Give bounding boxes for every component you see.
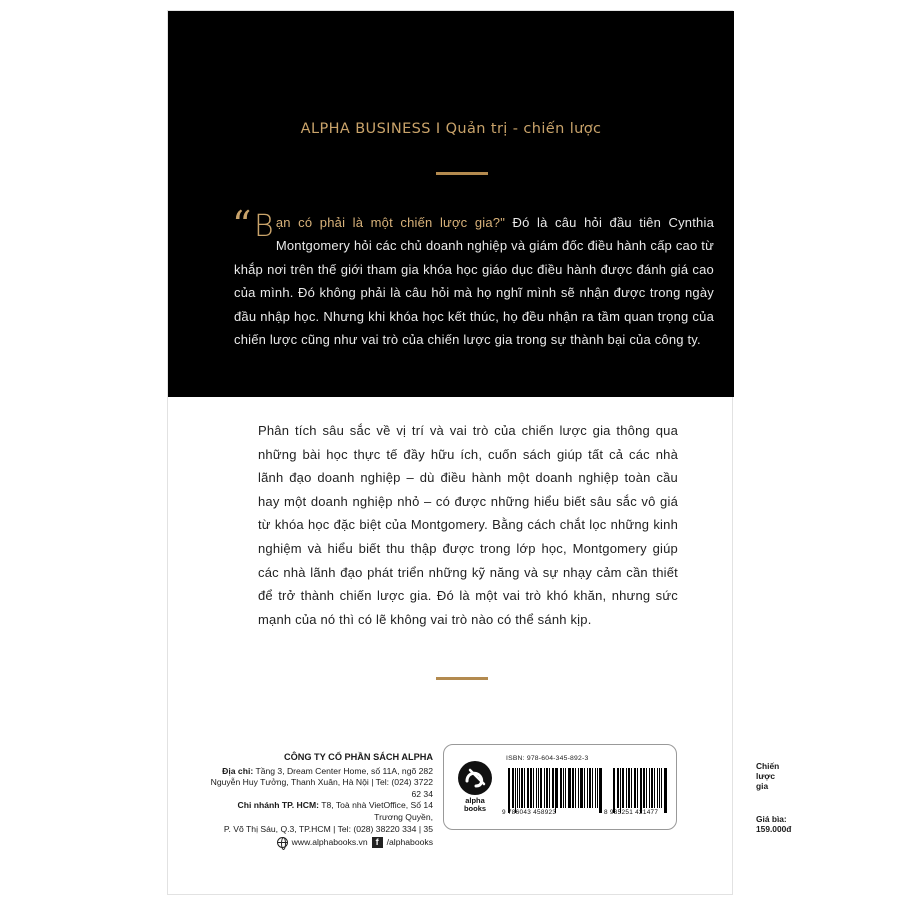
blurb-quote	[232, 203, 714, 351]
barcode-stripe	[536, 768, 537, 808]
facebook-icon: f	[372, 837, 383, 848]
barcode-stripe	[643, 768, 645, 808]
barcode-stripe	[521, 768, 523, 808]
publisher-links	[208, 837, 433, 849]
description-paragraph: Phân tích sâu sắc về vị trí và vai trò của chiến lược gia thông qua những bài học thực tế đầy hữu ích, cuốn sách giúp tất cả các nhà lãnh đạo doanh nghiệp – dù điều hành một doanh nghiệp toàn cầu hay một doanh nghiệp nhỏ – có được những hiểu biết sâu sắc vô giá từ khóa học đặc biệt của Montgomery. Bằng cách chắt lọc những kinh nghiệm và hiểu biết thu thập được trong lớp học, Montgomery giúp các nhà lãnh đạo phát triển những kỹ năng và sự nhạy cảm cần thiết để trở thành chiến lược gia. Đó là một vai trò khó khăn, nhưng sức mạnh của nó thì có lẽ không vai trò nào có thể sánh kịp.	[258, 423, 678, 627]
barcode-stripe	[664, 768, 667, 813]
gold-divider-top	[436, 172, 488, 175]
barcode-stripe	[634, 768, 635, 808]
price-barcode	[613, 768, 668, 808]
barcode-stripe	[626, 768, 627, 808]
barcode-stripe	[631, 768, 632, 808]
barcode-stripe	[524, 768, 525, 808]
barcode-stripe	[560, 768, 562, 808]
barcode-stripe	[578, 768, 579, 808]
barcode-panel	[443, 744, 677, 830]
barcode-stripe	[587, 768, 588, 808]
barcode-stripe	[651, 768, 653, 808]
publisher-branch: Chi nhánh TP. HCM: T8, Toà nhà VietOffice, Số 14 Trương Quyền,	[237, 800, 433, 822]
barcode-stripe	[595, 768, 596, 808]
publisher-name: CÔNG TY CỔ PHẦN SÁCH ALPHA	[283, 752, 433, 762]
book-back-cover	[167, 10, 792, 895]
publisher-info	[208, 752, 433, 849]
barcode-stripe	[556, 768, 558, 808]
barcode-stripe	[592, 768, 594, 808]
barcode-stripe	[589, 768, 591, 808]
barcode-stripe	[519, 768, 520, 808]
facebook-link: /alphabooks	[386, 837, 433, 848]
quote-question: ạn có phải là một chiến lược gia?"	[275, 215, 506, 230]
barcode-stripe	[584, 768, 585, 808]
publisher-branch-2: P. Võ Thị Sáu, Q.3, TP.HCM | Tel: (028) 38220 334 | 35	[223, 823, 433, 834]
barcode-stripe	[580, 768, 583, 808]
barcode-stripe	[565, 768, 566, 808]
barcode-stripe	[508, 768, 510, 813]
barcode-stripe	[549, 768, 550, 808]
price-barcode-number: 8 935251 421477	[604, 809, 659, 816]
barcode-stripe	[620, 768, 622, 813]
book-title-label: Chiến lược gia	[756, 761, 780, 791]
barcode-stripe	[659, 768, 660, 808]
barcode-stripe	[649, 768, 651, 808]
series-line: ALPHA BUSINESS I Quản trị - chiến lược	[300, 121, 602, 137]
barcode-stripe	[538, 768, 540, 808]
barcode-stripe	[646, 768, 647, 808]
barcode-stripe	[540, 768, 542, 808]
barcode-stripe	[555, 768, 556, 813]
barcode-stripe	[544, 768, 545, 808]
alpha-books-wordmark: alpha books	[463, 796, 487, 813]
alpha-books-logo-icon	[458, 761, 492, 795]
barcode-stripe	[512, 768, 514, 808]
globe-icon	[277, 837, 288, 848]
barcode-stripe	[527, 768, 529, 808]
barcode-stripe	[597, 768, 598, 808]
barcode-stripe	[517, 768, 518, 808]
barcode-stripe	[575, 768, 576, 808]
barcode-stripe	[515, 768, 516, 813]
barcode-stripe	[613, 768, 615, 813]
barcode-stripe	[654, 768, 655, 808]
barcode-stripe	[637, 768, 638, 808]
drop-cap: B	[254, 209, 274, 244]
publisher-address-2: Nguyễn Huy Tưởng, Thanh Xuân, Hà Nội | Tel: (024) 3722 62 34	[210, 777, 433, 799]
barcode-stripe	[563, 768, 564, 808]
barcode-stripe	[599, 768, 602, 813]
barcode-stripe	[628, 768, 630, 808]
black-header-block	[168, 11, 734, 397]
quote-mark-icon: “	[232, 203, 252, 247]
quote-text: Đó là câu hỏi đầu tiên Cynthia Montgomery hỏi các chủ doanh nghiệp và giám đốc điều hành cấp cao từ khắp nơi trên thế giới tham gia khóa học giáo dục điều hành được đánh giá cao của mình. Đó không phải là câu hỏi mà họ nghĩ mình sẽ nhận được trong ngày đầu nhập học. Nhưng khi khóa học kết thúc, họ đều nhận ra tầm quan trọng của chiến lược cũng như vai trò của chiến lược gia trong sự thành bại của công ty.	[234, 215, 714, 348]
barcode-stripe	[552, 768, 554, 808]
gold-divider-bottom	[436, 677, 488, 680]
publisher-address: Địa chỉ: Tầng 3, Dream Center Home, số 11A, ngõ 282	[222, 765, 433, 776]
barcode-stripe	[661, 768, 663, 808]
isbn-barcode-number: 9 786043 458923	[502, 809, 557, 816]
barcode-stripe	[533, 768, 534, 808]
barcode-stripe	[622, 768, 624, 808]
isbn-barcode	[508, 768, 604, 808]
barcode-stripe	[530, 768, 532, 808]
website-link: www.alphabooks.vn	[291, 837, 368, 848]
barcode-stripe	[635, 768, 636, 808]
barcode-stripe	[617, 768, 619, 808]
barcode-stripe	[572, 768, 575, 808]
price-label: Giá bìa: 159.000đ	[756, 814, 792, 834]
barcode-stripe	[568, 768, 571, 808]
isbn-label: ISBN: 978-604-345-892-3	[506, 755, 589, 762]
barcode-stripe	[640, 768, 642, 813]
barcode-stripe	[657, 768, 658, 808]
barcode-stripe	[546, 768, 548, 808]
